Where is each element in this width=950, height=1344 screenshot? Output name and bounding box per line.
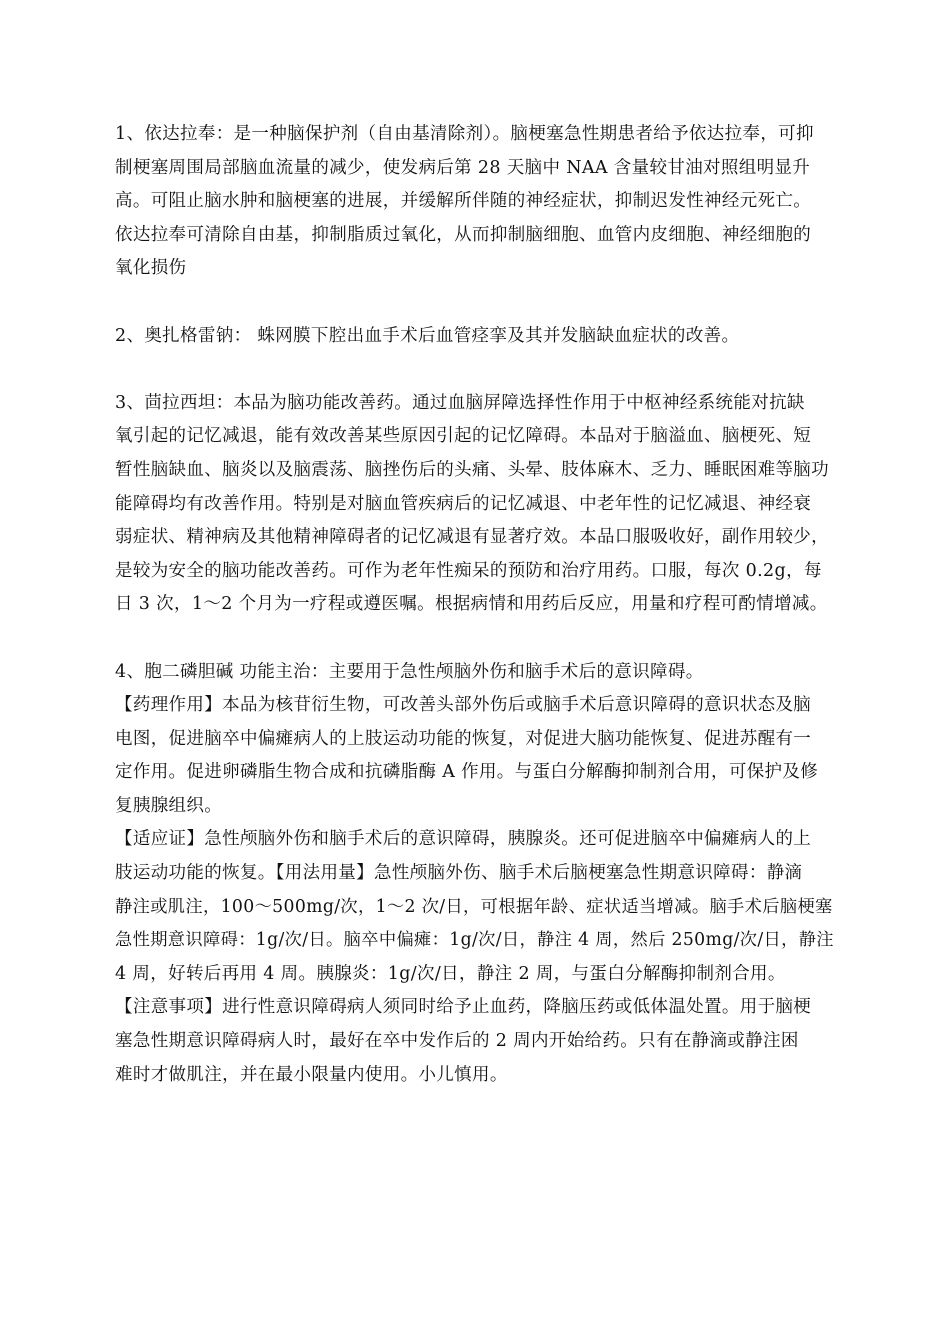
text-line: 氧引起的记忆减退，能有效改善某些原因引起的记忆障碍。本品对于脑溢血、脑梗死、短 <box>115 426 812 447</box>
text-line: 【药理作用】本品为核苷衍生物，可改善头部外伤后或脑手术后意识障碍的意识状态及脑 <box>115 695 812 716</box>
paragraph-ozagrel <box>115 320 840 354</box>
text-line: 塞急性期意识障碍病人时，最好在卒中发作后的 2 周内开始给药。只有在静滴或静注困 <box>115 1031 799 1052</box>
text-line: 难时才做肌注，并在最小限量内使用。小儿慎用。 <box>115 1064 508 1085</box>
paragraph-aniracetam <box>115 387 840 622</box>
paragraph-spacer <box>115 622 840 656</box>
text-line: 1、依达拉奉：是一种脑保护剂（自由基清除剂）。脑梗塞急性期患者给予依达拉奉，可抑 <box>115 124 814 144</box>
text-line: 2、奥扎格雷钠： 蛛网膜下腔出血手术后血管痉挛及其并发脑缺血症状的改善。 <box>115 325 740 346</box>
text-line: 复胰腺组织。 <box>115 795 223 816</box>
text-line: 定作用。促进卵磷脂生物合成和抗磷脂酶 A 作用。与蛋白分解酶抑制剂合用，可保护及修 <box>115 762 819 783</box>
paragraph-edaravone <box>115 118 840 286</box>
text-line: 高。可阻止脑水肿和脑梗塞的进展，并缓解所伴随的神经症状，抑制迟发性神经元死亡。 <box>115 191 812 212</box>
document-body <box>115 118 840 1092</box>
text-line: 氧化损伤 <box>115 258 187 279</box>
paragraph-spacer <box>115 286 840 320</box>
paragraph-citicoline <box>115 656 840 1093</box>
text-line: 【注意事项】进行性意识障碍病人须同时给予止血药，降脑压药或低体温处置。用于脑梗 <box>115 997 812 1018</box>
text-line: 4 周，好转后再用 4 周。胰腺炎：1g/次/日，静注 2 周，与蛋白分解酶抑制剂合用。 <box>115 963 786 984</box>
text-line: 依达拉奉可清除自由基，抑制脂质过氧化，从而抑制脑细胞、血管内皮细胞、神经细胞的 <box>115 224 812 245</box>
text-line: 暂性脑缺血、脑炎以及脑震荡、脑挫伤后的头痛、头晕、肢体麻木、乏力、睡眠困难等脑功 <box>115 459 829 480</box>
text-line: 3、茴拉西坦：本品为脑功能改善药。通过血脑屏障选择性作用于中枢神经系统能对抗缺 <box>115 392 805 413</box>
paragraph-spacer <box>115 353 840 387</box>
text-line: 是较为安全的脑功能改善药。可作为老年性痴呆的预防和治疗用药。口服，每次 0.2g，每 <box>115 560 822 581</box>
text-line: 4、胞二磷胆碱 功能主治：主要用于急性颅脑外伤和脑手术后的意识障碍。 <box>115 661 704 682</box>
text-line: 肢运动功能的恢复。【用法用量】急性颅脑外伤、脑手术后脑梗塞急性期意识障碍：静滴 <box>115 863 803 884</box>
text-line: 电图，促进脑卒中偏瘫病人的上肢运动功能的恢复，对促进大脑功能恢复、促进苏醒有一 <box>115 728 812 749</box>
text-line: 日 3 次，1～2 个月为一疗程或遵医嘱。根据病情和用药后反应，用量和疗程可酌情增减。 <box>115 594 828 615</box>
text-line: 能障碍均有改善作用。特别是对脑血管疾病后的记忆减退、中老年性的记忆减退、神经衰 <box>115 493 812 514</box>
text-line: 制梗塞周围局部脑血流量的减少，使发病后第 28 天脑中 NAA 含量较甘油对照组明显升 <box>115 157 811 178</box>
text-line: 急性期意识障碍：1g/次/日。脑卒中偏瘫：1g/次/日，静注 4 周，然后 250mg/次/日，静注 <box>115 930 834 951</box>
text-line: 【适应证】急性颅脑外伤和脑手术后的意识障碍，胰腺炎。还可促进脑卒中偏瘫病人的上 <box>115 829 812 850</box>
text-line: 弱症状、精神病及其他精神障碍者的记忆减退有显著疗效。本品口服吸收好，副作用较少， <box>115 527 829 548</box>
text-line: 静注或肌注，100～500mg/次，1～2 次/日，可根据年龄、症状适当增减。脑手术后脑梗塞 <box>115 896 833 917</box>
